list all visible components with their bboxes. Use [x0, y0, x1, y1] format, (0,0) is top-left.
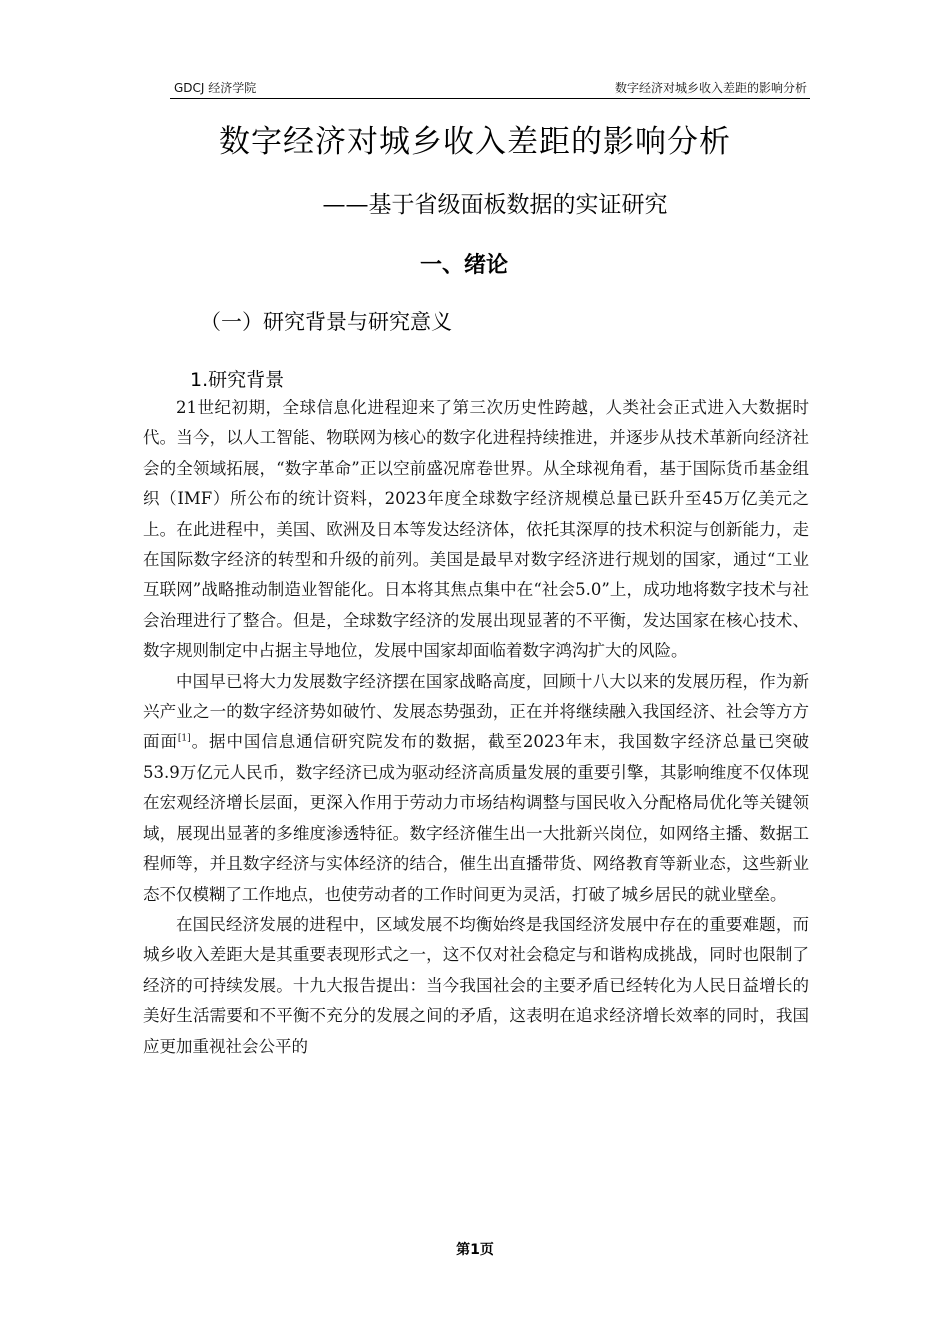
paragraph-2-part-a: 中国早已将大力发展数字经济摆在国家战略高度，回顾十八大以来的发展历程，作为新兴产业之一的数字经济势如破竹、发展态势强劲，正在并将继续融入我国经济、社会等方方面面	[143, 671, 809, 752]
document-title: 数字经济对城乡收入差距的影响分析	[219, 124, 731, 160]
header-divider	[170, 98, 810, 99]
paragraph-1: 21世纪初期，全球信息化进程迎来了第三次历史性跨越，人类社会正式进入大数据时代。当今，以人工智能、物联网为核心的数字化进程持续推进，并逐步从技术革新向经济社会的全领域拓展，“数字革命”正以空前盛况席卷世界。从全球视角看，基于国际货币基金组织（IMF）所公布的统计资料，2023年度全球数字经济规模总量已跃升至45万亿美元之上。在此进程中，美国、欧洲及日本等发达经济体，依托其深厚的技术积淀与创新能力，走在国际数字经济的转型和升级的前列。美国是最早对数字经济进行规划的国家，通过“工业互联网”战略推动制造业智能化。日本将其焦点集中在“社会5.0”上，成功地将数字技术与社会治理进行了整合。但是，全球数字经济的发展出现显著的不平衡，发达国家在核心技术、数字规则制定中占据主导地位，发展中国家却面临着数字鸿沟扩大的风险。	[143, 398, 809, 661]
page-number: 第1页	[456, 1242, 494, 1258]
subsubsection-heading: 1.研究背景	[190, 369, 285, 391]
paragraph-2	[143, 667, 809, 910]
header-right-text: 数字经济对城乡收入差距的影响分析	[614, 81, 807, 95]
document-subtitle: ——基于省级面板数据的实证研究	[322, 192, 668, 218]
header-left-text: GDCJ 经济学院	[174, 81, 257, 95]
paragraph-3: 在国民经济发展的进程中，区域发展不均衡始终是我国经济发展中存在的重要难题，而城乡收入差距大是其重要表现形式之一，这不仅对社会稳定与和谐构成挑战，同时也限制了经济的可持续发展。十九大报告提出：当今我国社会的主要矛盾已经转化为人民日益增长的美好生活需要和不平衡不充分的发展之间的矛盾，这表明在追求经济增长效率的同时，我国应更加重视社会公平的	[143, 914, 809, 1056]
paragraph-2-part-b: 。据中国信息通信研究院发布的数据，截至2023年末，我国数字经济总量已突破53.9万亿元人民币，数字经济已成为驱动经济高质量发展的重要引擎，其影响维度不仅体现在宏观经济增长层面，更深入作用于劳动力市场结构调整与国民收入分配格局优化等关键领域，展现出显著的多维度渗透特征。数字经济催生出一大批新兴岗位，如网络主播、数据工程师等，并且数字经济与实体经济的结合，催生出直播带货、网络教育等新业态，这些新业态不仅模糊了工作地点，也使劳动者的工作时间更为灵活，打破了城乡居民的就业壁垒。	[143, 732, 809, 904]
section-heading: 一、绪论	[419, 253, 508, 278]
citation-reference[interactable]: [1]	[177, 733, 191, 744]
body-text	[143, 393, 809, 1062]
subsection-heading: （一）研究背景与研究意义	[200, 310, 452, 334]
